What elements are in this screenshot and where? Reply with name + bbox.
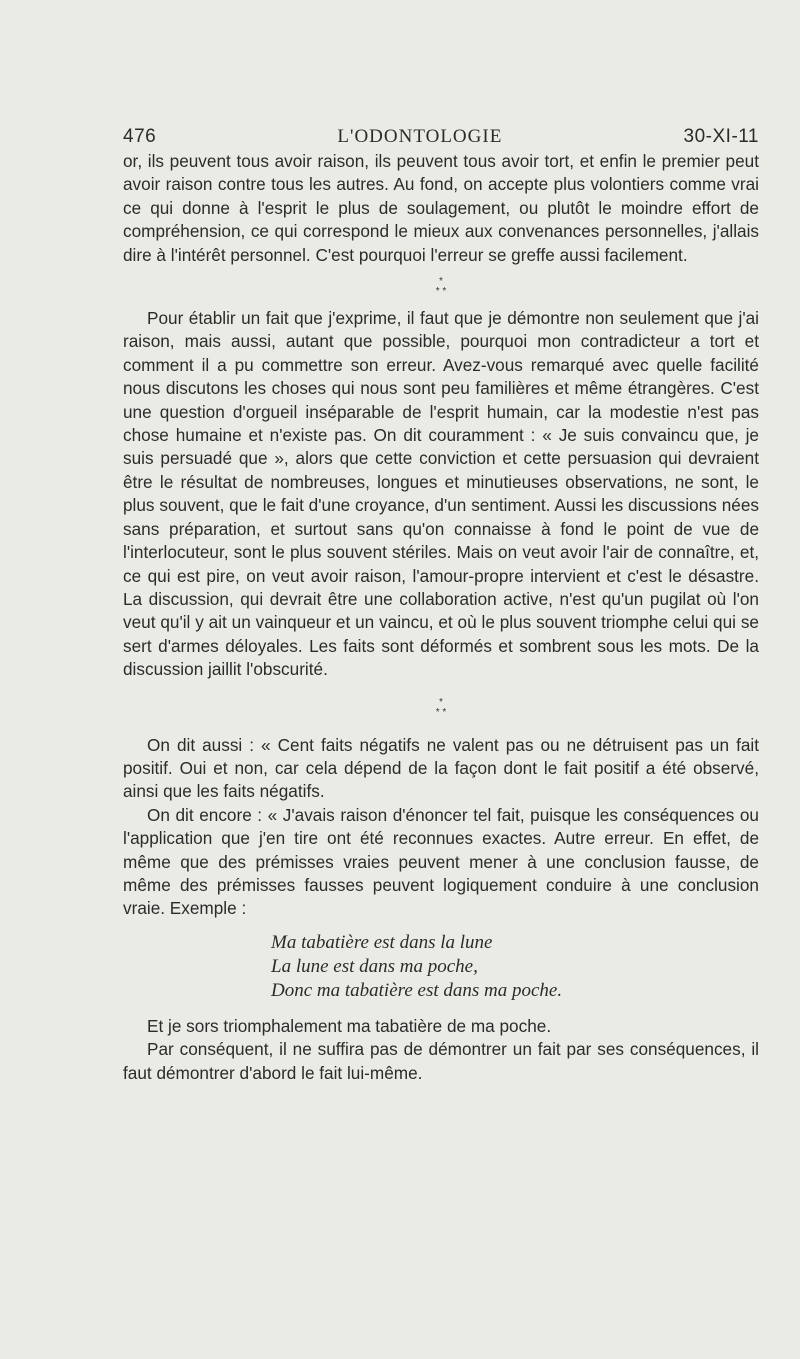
paragraph-1: or, ils peuvent tous avoir raison, ils peuvent tous avoir tort, et enfin le premier peut avoir raison contre tous les autres. Au fond, on accepte plus volontiers comme vrai ce qui donne à l'esprit le plus de soulagement, ou plutôt le moindre effort de compréhension, ce qui correspond le mieux aux convenances personnelles, j'allais dire à l'intérêt personnel. C'est pourquoi l'erreur se greffe aussi facilement. (123, 151, 759, 265)
paragraph-6: Par conséquent, il ne suffira pas de démontrer un fait par ses conséquences, il faut démontrer d'abord le fait lui-même. (123, 1039, 759, 1083)
verse-line: Donc ma tabatière est dans ma poche. (271, 979, 563, 1001)
asterism-separator (123, 682, 759, 734)
page (123, 126, 759, 1085)
asterism-top: * (439, 276, 443, 288)
asterism-separator (123, 267, 759, 307)
asterism-bottom: * * (435, 706, 447, 718)
verse-line: La lune est dans ma poche, (271, 955, 478, 977)
page-number: 476 (123, 126, 157, 147)
journal-title: L'ODONTOLOGIE (337, 126, 503, 147)
paragraph-4: On dit encore : « J'avais raison d'énoncer tel fait, puisque les conséquences ou l'application que j'en tire ont été reconnues exactes. Autre erreur. En effet, de même que des prémisses vraies peuvent mener à une conclusion fausse, de même des prémisses fausses peuvent logiquement conduire à une conclusion vraie. Exemple : (123, 804, 759, 919)
issue-date: 30-XI-11 (683, 126, 759, 147)
syllogism-verse (271, 931, 759, 1003)
asterism-bottom: * * (435, 286, 447, 298)
running-header (123, 126, 759, 148)
verse-line: Ma tabatière est dans la lune (271, 931, 493, 953)
asterism-top: * (439, 696, 443, 708)
paragraph-5: Et je sors triomphalement ma tabatière de ma poche. (147, 1015, 552, 1036)
paragraph-3: On dit aussi : « Cent faits négatifs ne valent pas ou ne détruisent pas un fait positif. Oui et non, car cela dépend de la façon dont le fait positif a été observé, ainsi que les faits négatifs. (123, 734, 759, 802)
paragraph-2: Pour établir un fait que j'exprime, il faut que je démontre non seulement que j'ai raison, mais aussi, autant que possible, pourquoi mon contradicteur a tort et comment il a pu commettre son erreur. Avez-vous remarqué avec quelle facilité nous discutons les choses qui nous sont peu familières et même étrangères. C'est une question d'orgueil inséparable de l'esprit humain, car la modestie n'est pas chose humaine et n'existe pas. On dit couramment : « Je suis convaincu que, je suis persuadé que », alors que cette conviction et cette persuasion qui devraient être le résultat de nombreuses, longues et minutieuses observations, ne sont, le plus souvent, que le fait d'une croyance, d'un sentiment. Aussi les discussions nées sans préparation, et surtout sans qu'on connaisse à fond le point de vue de l'interlocuteur, sont le plus souvent stériles. Mais on veut avoir l'air de connaître, et, ce qui est pire, on veut avoir raison, l'amour-propre intervient et c'est le désastre. La discussion, qui devrait être une collaboration active, n'est qu'un pugilat où l'on veut qu'il y ait un vainqueur et un vaincu, et où le plus souvent triomphe celui qui se sert d'armes déloyales. Les faits sont déformés et sombrent sous les mots. De la discussion jaillit l'obscurité. (123, 308, 759, 680)
